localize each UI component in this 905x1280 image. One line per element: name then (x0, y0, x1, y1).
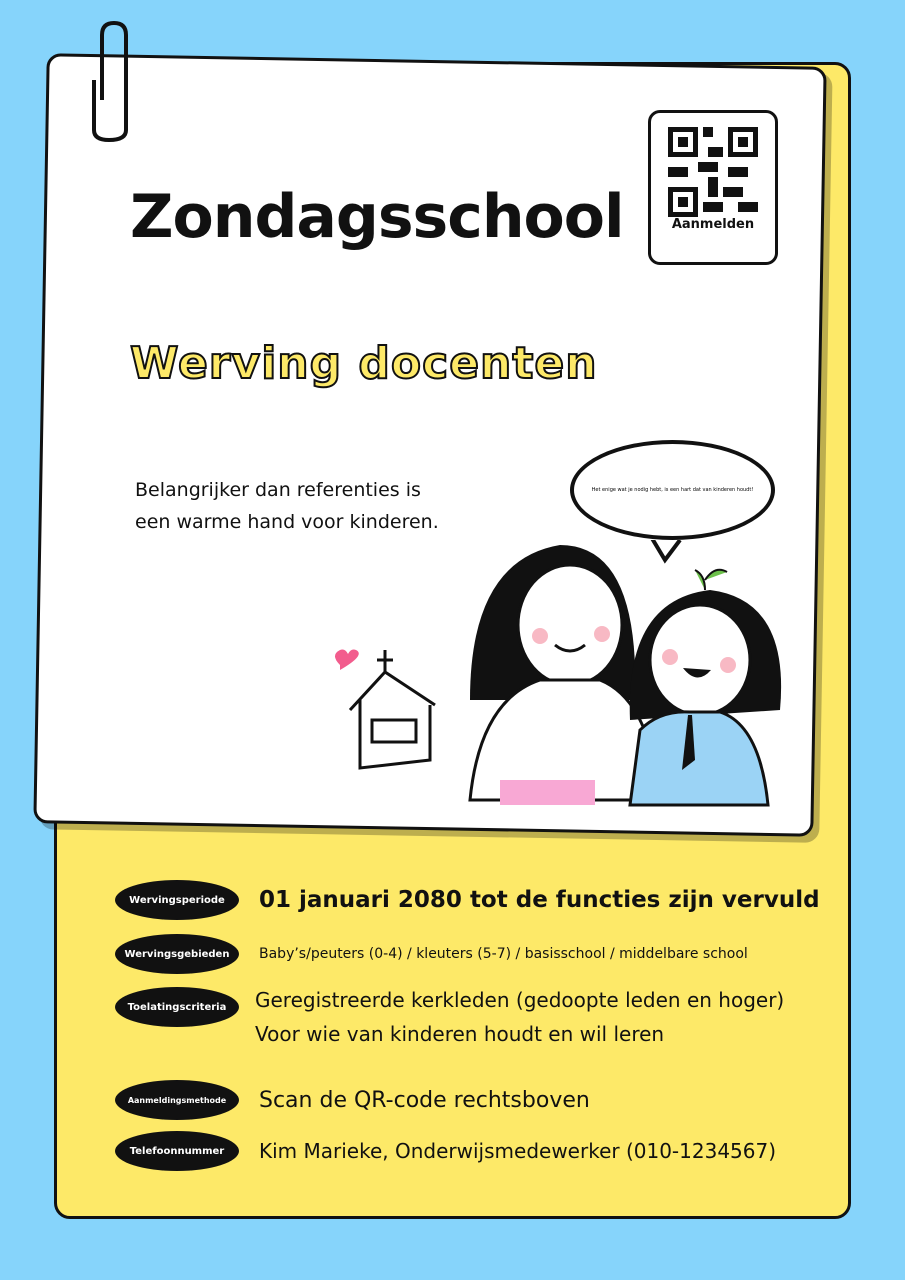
qr-code-icon (668, 127, 758, 217)
tagline-line: Belangrijker dan referenties is (135, 479, 421, 501)
detail-value: Kim Marieke, Onderwijsmedewerker (010-1234567) (259, 1139, 777, 1163)
detail-row-period (115, 880, 820, 920)
qr-code[interactable] (648, 110, 778, 265)
speech-bubble (570, 440, 775, 540)
detail-row-phone (115, 1131, 776, 1171)
label-pill: Wervingsgebieden (115, 934, 239, 974)
detail-value: Geregistreerde kerkleden (gedoopte leden en hoger) (255, 988, 785, 1012)
detail-value: Voor wie van kinderen houdt en wil leren (255, 1022, 665, 1046)
detail-row-method (115, 1080, 590, 1120)
label-pill: Toelatingscriteria (115, 987, 239, 1027)
subtitle: Werving docenten (130, 338, 598, 389)
detail-value: Scan de QR-code rechtsboven (259, 1087, 590, 1113)
detail-value: Baby’s/peuters (0-4) / kleuters (5-7) / basisschool / middelbare school (259, 946, 748, 962)
label-pill: Wervingsperiode (115, 880, 239, 920)
label-pill: Telefoonnummer (115, 1131, 239, 1171)
teachers-illustration (310, 540, 790, 810)
tagline-line: een warme hand voor kinderen. (135, 511, 439, 533)
detail-row-areas (115, 934, 748, 974)
paperclip-icon (84, 20, 134, 145)
page-title: Zondagsschool (130, 182, 624, 252)
detail-value: 01 januari 2080 tot de functies zijn vervuld (259, 887, 820, 913)
qr-label: Aanmelden (671, 217, 755, 232)
label-pill: Aanmeldingsmethode (115, 1080, 239, 1120)
detail-row-criteria (115, 987, 784, 1051)
speech-text: Het enige wat je nodig hebt, is een hart dat van kinderen houdt! (591, 487, 754, 493)
tagline (135, 474, 439, 538)
